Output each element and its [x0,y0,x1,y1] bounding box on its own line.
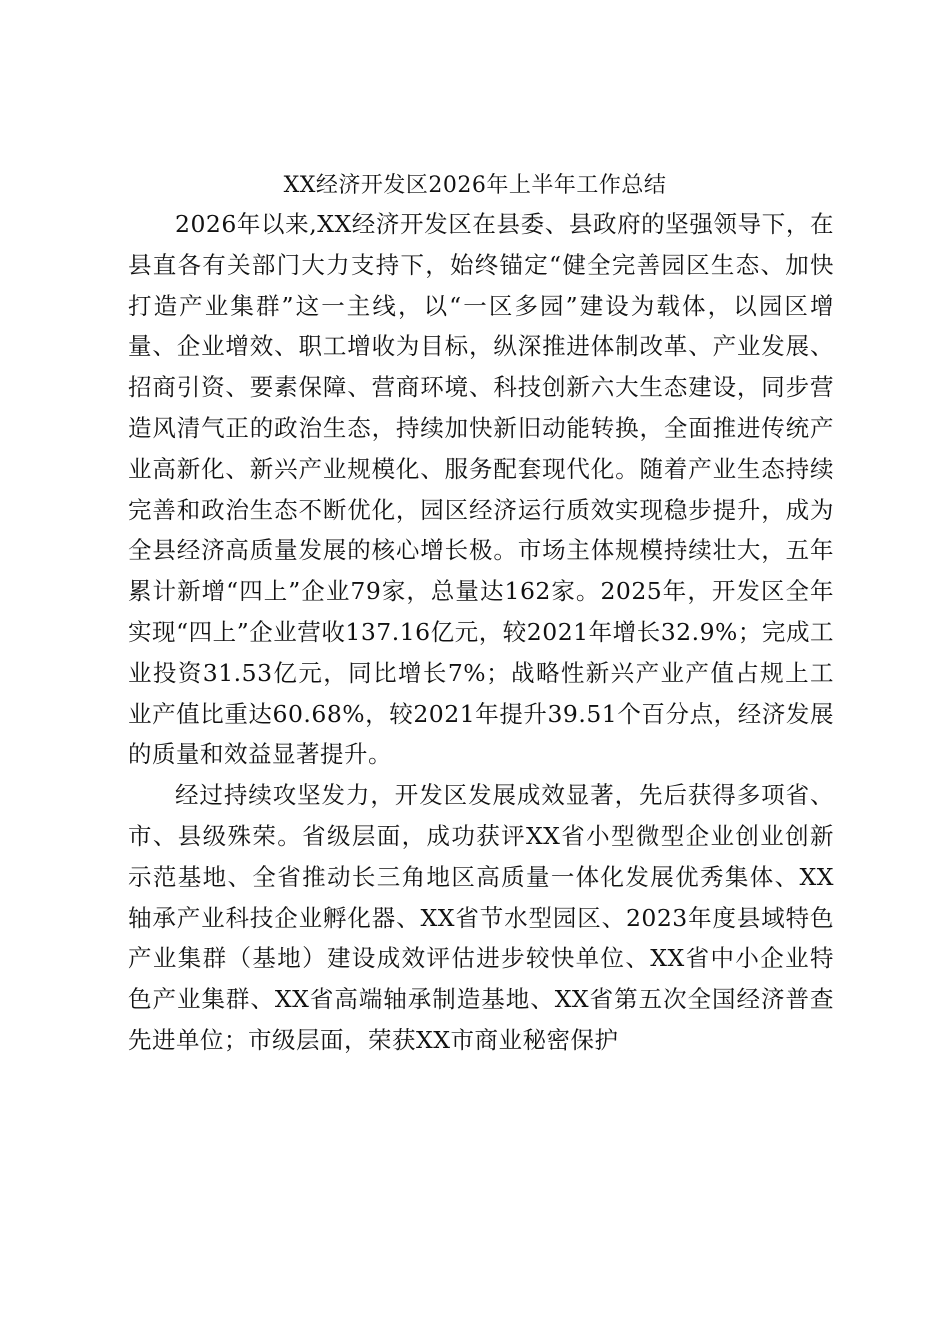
paragraph-1: 2026年以来,XX经济开发区在县委、县政府的坚强领导下，在县直各有关部门大力支持下，始终锚定“健全完善园区生态、加快打造产业集群”这一主线，以“一区多园”建设为载体，以园区增量、企业增效、职工增收为目标，纵深推进体制改革、产业发展、招商引资、要素保障、营商环境、科技创新六大生态建设，同步营造风清气正的政治生态，持续加快新旧动能转换，全面推进传统产业高新化、新兴产业规模化、服务配套现代化。随着产业生态持续完善和政治生态不断优化，园区经济运行质效实现稳步提升，成为全县经济高质量发展的核心增长极。市场主体规模持续壮大，五年累计新增“四上”企业79家，总量达162家。2025年，开发区全年实现“四上”企业营收137.16亿元，较2021年增长32.9%；完成工业投资31.53亿元，同比增长7%；战略性新兴产业产值占规上工业产值比重达60.68%，较2021年提升39.51个百分点，经济发展的质量和效益显著提升。 [128,210,834,769]
document-body [128,204,834,1061]
paragraph-2: 经过持续攻坚发力，开发区发展成效显著，先后获得多项省、市、县级殊荣。省级层面，成功获评XX省小型微型企业创业创新示范基地、全省推动长三角地区高质量一体化发展优秀集体、XX轴承产业科技企业孵化器、XX省节水型园区、2023年度县域特色产业集群（基地）建设成效评估进步较快单位、XX省中小企业特色产业集群、XX省高端轴承制造基地、XX省第五次全国经济普查先进单位；市级层面，荣获XX市商业秘密保护 [128,781,834,1054]
document-title: XX经济开发区2026年上半年工作总结 [283,173,667,198]
